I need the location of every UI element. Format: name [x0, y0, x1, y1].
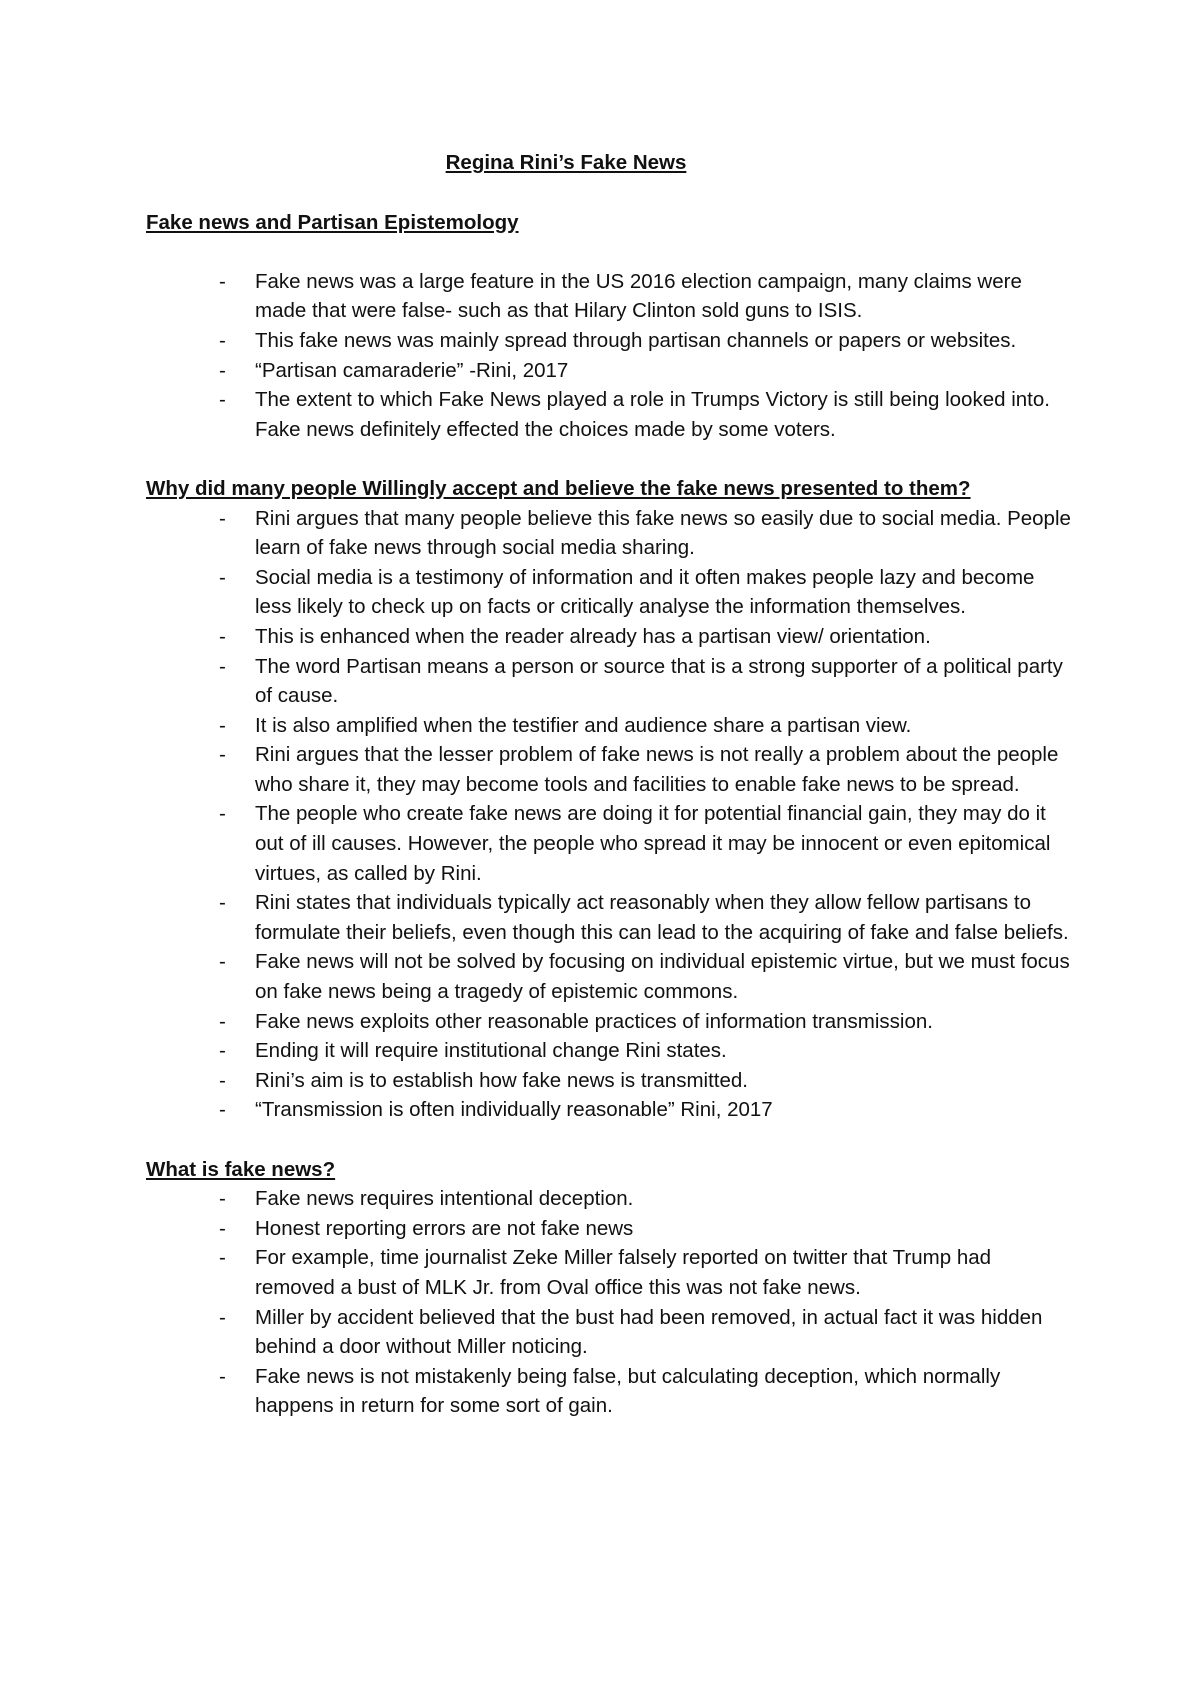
bullet-dash: - [219, 654, 226, 678]
section-heading: What is fake news? [146, 1157, 336, 1181]
list-item [146, 947, 1086, 1006]
list-item-text: This fake news was mainly spread through partisan channels or papers or websites. [255, 328, 1017, 352]
list-item-text: For example, time journalist Zeke Miller falsely reported on twitter that Trump had removed a bust of MLK Jr. from Oval office this was not fake news. [255, 1246, 992, 1299]
list-item-text: Fake news will not be solved by focusing on individual epistemic virtue, but we must focus on fake news being a tragedy of epistemic commons. [255, 950, 1070, 1004]
list-item-text: The extent to which Fake News played a role in Trumps Victory is still being looked into. Fake news definitely effected the choices made by some voters. [255, 388, 1050, 441]
list-item-text: This is enhanced when the reader already has a partisan view/ orientation. [255, 624, 931, 648]
list-item-text: “Transmission is often individually reasonable” Rini, 2017 [255, 1098, 773, 1122]
list-item-text: Ending it will require institutional change Rini states. [255, 1039, 727, 1063]
list-item [146, 1184, 1086, 1214]
bullet-dash: - [219, 802, 226, 826]
list-item [146, 385, 1086, 444]
list-item-text: Fake news exploits other reasonable practices of information transmission. [255, 1009, 933, 1033]
bullet-dash: - [219, 624, 226, 648]
document-title: Regina Rini’s Fake News [445, 151, 687, 174]
bullet-dash: - [219, 891, 226, 915]
section-what-is-fake-news [146, 1155, 1086, 1421]
list-item-text: The people who create fake news are doing it for potential financial gain, they may do it out of ill causes. However, the people who spread it may be innocent or even epitomical virtues, as called by Rini. [255, 802, 1051, 885]
section-why-accept [146, 474, 1086, 1125]
list-item [146, 1095, 1086, 1125]
list-item-text: Rini states that individuals typically act reasonably when they allow fellow partisans to formulate their beliefs, even though this can lead to the acquiring of fake and false beliefs. [255, 891, 1069, 944]
bullet-list [146, 1184, 1086, 1421]
bullet-dash: - [219, 388, 226, 412]
bullet-dash: - [219, 565, 226, 589]
list-item [146, 1066, 1086, 1096]
bullet-dash: - [219, 1098, 226, 1122]
bullet-dash: - [219, 269, 226, 293]
list-item [146, 504, 1086, 563]
list-item [146, 622, 1086, 652]
list-item [146, 356, 1086, 386]
list-item [146, 1036, 1086, 1066]
bullet-dash: - [219, 506, 226, 530]
bullet-dash: - [219, 1068, 226, 1092]
bullet-list [146, 267, 1086, 445]
list-item-text: Fake news was a large feature in the US 2016 election campaign, many claims were made that were false- such as that Hilary Clinton sold guns to ISIS. [255, 269, 1022, 323]
spacer [146, 237, 1086, 267]
list-item [146, 267, 1086, 326]
bullet-dash: - [219, 743, 226, 767]
list-item-text: Miller by accident believed that the bust had been removed, in actual fact it was hidden behind a door without Miller noticing. [255, 1305, 1043, 1359]
list-item [146, 740, 1086, 799]
section-heading: Fake news and Partisan Epistemology [146, 210, 519, 234]
bullet-dash: - [219, 1246, 226, 1270]
bullet-dash: - [219, 328, 226, 352]
list-item-text: Rini’s aim is to establish how fake news is transmitted. [255, 1068, 748, 1092]
document-content [146, 148, 1086, 1451]
bullet-dash: - [219, 1364, 226, 1388]
bullet-dash: - [219, 1216, 226, 1240]
list-item-text: Honest reporting errors are not fake news [255, 1216, 634, 1240]
list-item-text: Rini argues that many people believe this fake news so easily due to social media. People learn of fake news through social media sharing. [255, 506, 1071, 560]
bullet-dash: - [219, 1009, 226, 1033]
list-item [146, 1362, 1086, 1421]
section-heading: Why did many people Willingly accept and believe the fake news presented to them? [146, 476, 971, 500]
list-item-text: It is also amplified when the testifier and audience share a partisan view. [255, 713, 912, 737]
list-item [146, 711, 1086, 741]
bullet-dash: - [219, 1187, 226, 1211]
list-item [146, 888, 1086, 947]
section-partisan-epistemology [146, 208, 1086, 445]
list-item [146, 1243, 1086, 1302]
bullet-list [146, 504, 1086, 1125]
bullet-dash: - [219, 1305, 226, 1329]
bullet-dash: - [219, 358, 226, 382]
list-item [146, 1214, 1086, 1244]
list-item-text: The word Partisan means a person or source that is a strong supporter of a political party of cause. [255, 654, 1063, 708]
list-item [146, 563, 1086, 622]
bullet-dash: - [219, 950, 226, 974]
list-item-text: Social media is a testimony of information and it often makes people lazy and become less likely to check up on facts or critically analyse the information themselves. [255, 565, 1035, 619]
list-item [146, 799, 1086, 888]
list-item [146, 652, 1086, 711]
list-item-text: Rini argues that the lesser problem of fake news is not really a problem about the people who share it, they may become tools and facilities to enable fake news to be spread. [255, 743, 1059, 796]
bullet-dash: - [219, 713, 226, 737]
list-item-text: “Partisan camaraderie” -Rini, 2017 [255, 358, 569, 382]
bullet-dash: - [219, 1039, 226, 1063]
list-item-text: Fake news is not mistakenly being false, but calculating deception, which normally happens in return for some sort of gain. [255, 1364, 1001, 1418]
list-item [146, 1303, 1086, 1362]
list-item [146, 326, 1086, 356]
list-item [146, 1007, 1086, 1037]
list-item-text: Fake news requires intentional deception. [255, 1187, 634, 1211]
